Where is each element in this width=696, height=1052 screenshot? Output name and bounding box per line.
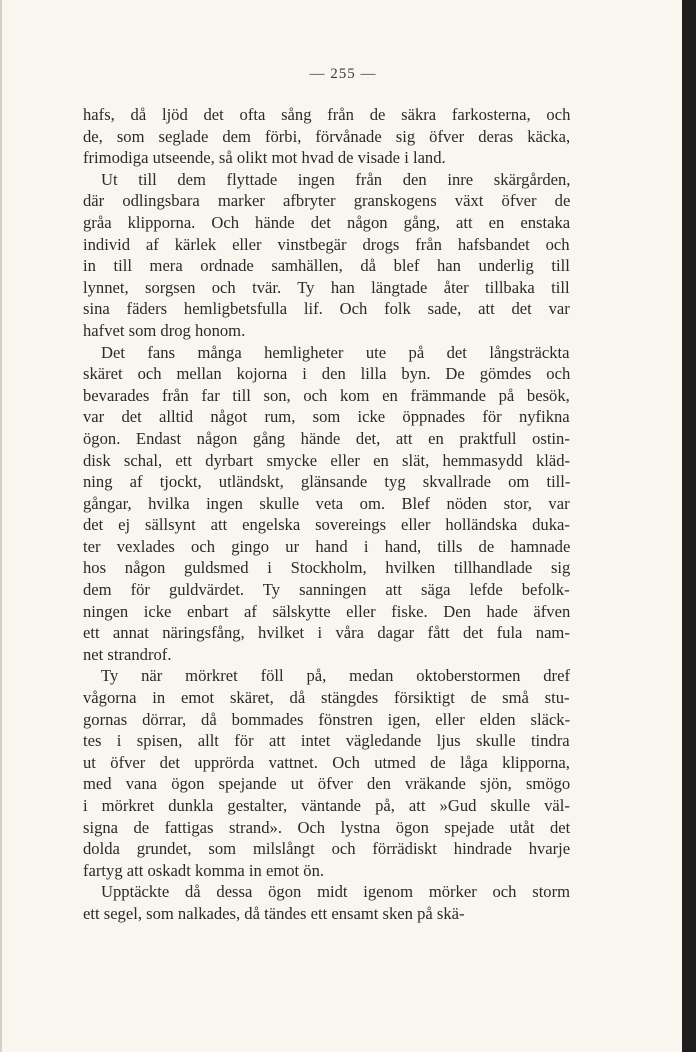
text-line: skäret och mellan kojorna i den lilla byn. De gömdes och (83, 364, 571, 384)
body-text (83, 104, 570, 925)
text-line: det ej sällsynt att engelska sovereings eller holländska duka- (83, 515, 570, 535)
text-line: gråa klipporna. Och hände det någon gång, att en enstaka (83, 212, 571, 232)
text-line: i mörkret dunkla gestalter, väntande på, att »Gud skulle väl- (83, 796, 570, 815)
text-line: Ut till dem flyttade ingen från den inre skärgården, (101, 169, 571, 189)
text-line: hos någon guldsmed i Stockholm, hvilken tillhandlade sig (83, 558, 571, 578)
text-line: dolda grundet, som milslångt och förrädiskt hindrade hvarje (83, 839, 571, 859)
text-line: sina fäders hemligbetsfulla lif. Och folk sade, att det var (83, 299, 570, 319)
text-line: dem för guldvärdet. Ty sanningen att säga lefde befolk- (83, 580, 570, 600)
text-line: tes i spisen, allt för att intet vägledande ljus skulle tindra (83, 731, 570, 751)
text-line: lynnet, sorgsen och tvär. Ty han längtade åter tillbaka till (83, 277, 570, 297)
text-line: vågorna in emot skäret, då stängdes försiktigt de små stu- (83, 688, 570, 708)
text-line: ut öfver det upprörda vattnet. Och utmed de låga klipporna, (83, 752, 570, 772)
text-line: gångar, hvilka ingen skulle veta om. Blef nöden stor, var (83, 493, 570, 513)
text-line: hafs, då ljöd det ofta sång från de säkra farkosterna, och (83, 105, 571, 124)
text-line: disk schal, ett dyrbart smycke eller en slät, hemmasydd kläd- (83, 450, 571, 470)
text-line: ter vexlades och gingo ur hand i hand, tills de hamnade (83, 536, 571, 556)
page-number: — 255 — (309, 66, 377, 82)
text-line: ett segel, som nalkades, då tändes ett ensamt sken på skä- (83, 903, 465, 923)
text-line: var det alltid något rum, som icke öppnades för nyfikna (83, 407, 570, 427)
text-line: Upptäckte då dessa ögon midt igenom mörker och storm (101, 882, 571, 902)
scan-edge (682, 0, 696, 1052)
text-line: fartyg att oskadt komma in emot ön. (83, 860, 325, 880)
text-line: gornas dörrar, då bommades fönstren igen, eller elden släck- (83, 709, 571, 729)
text-line: net strandrof. (83, 644, 172, 664)
text-line: hafvet som drog honom. (83, 320, 246, 340)
text-line: de, som seglade dem förbi, förvånade sig öfver deras käcka, (83, 126, 571, 146)
text-line: ning af tjockt, utländskt, glänsande tyg skvallrade om till- (83, 472, 571, 492)
text-line: ningen icke enbart af sälskytte eller fiske. Den hade äfven (83, 601, 571, 621)
text-line: med vana ögon spejande ut öfver den vräkande sjön, smögo (83, 774, 571, 794)
text-line: Ty när mörkret föll på, medan oktoberstormen dref (101, 666, 570, 686)
text-line: Det fans många hemligheter ute på det långsträckta (101, 342, 570, 362)
text-line: individ af kärlek eller vinstbegär drogs från hafsbandet och (83, 234, 570, 254)
text-line: där odlingsbara marker afbryter granskogens växt öfver de (83, 191, 571, 211)
text-line: signa de fattigas strand». Och lystna ögon spejade utåt det (83, 817, 571, 837)
text-line: bevarades från far till son, och kom en främmande på besök, (83, 385, 570, 405)
text-line: ögon. Endast någon gång hände det, att en praktfull ostin- (83, 428, 570, 448)
text-line: in till mera ordnade samhällen, då blef han underlig till (83, 256, 570, 276)
text-line: frimodiga utseende, så olikt mot hvad de visade i land. (83, 148, 446, 168)
text-line: ett annat näringsfång, hvilket i våra dagar fått det fula nam- (83, 623, 570, 643)
